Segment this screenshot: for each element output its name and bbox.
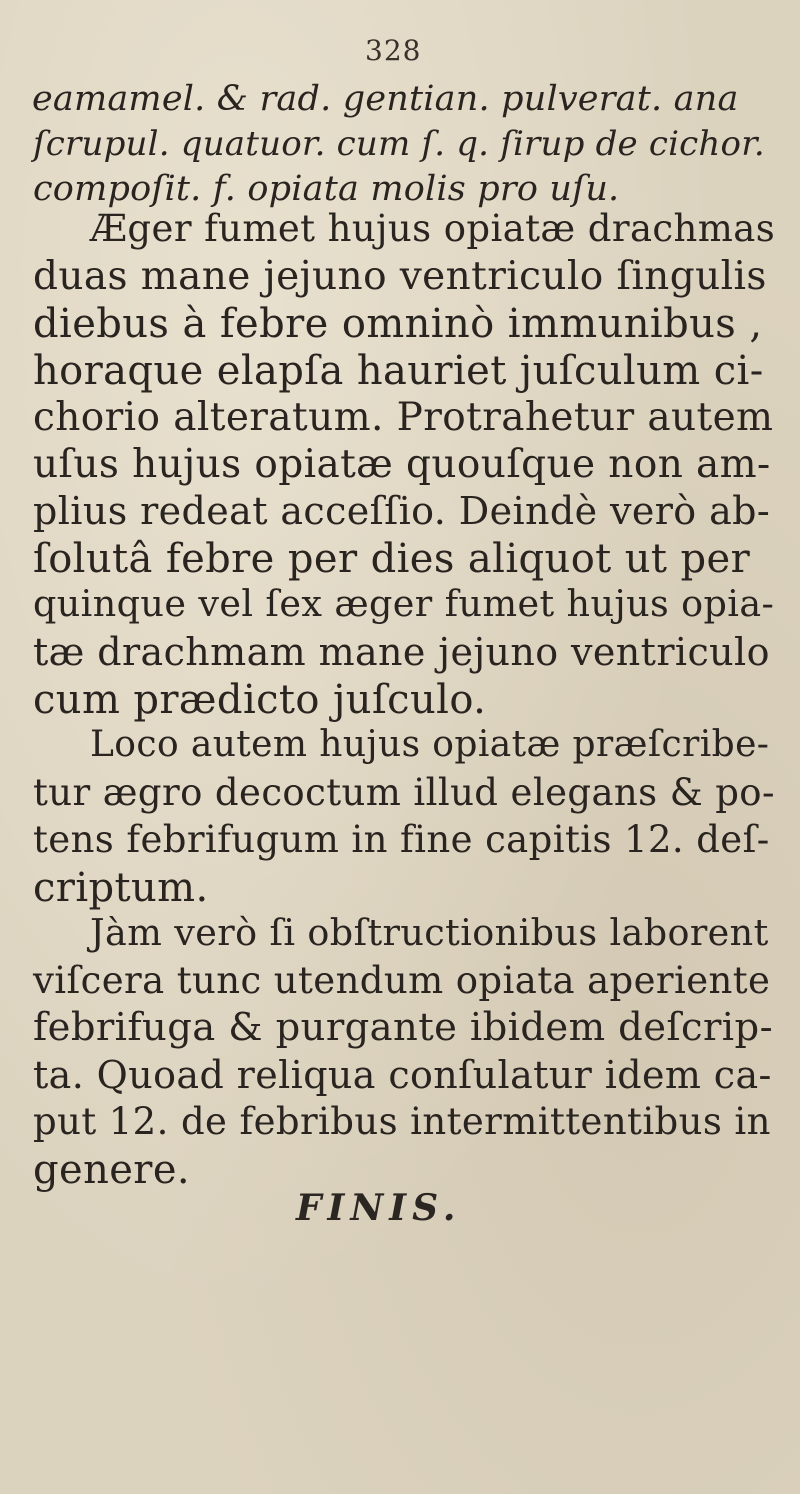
text-line: Æger fumet hujus opiatæ drachmas bbox=[90, 207, 776, 250]
text-line: criptum. bbox=[33, 865, 209, 911]
text-line: diebus à febre omninò immunibus , bbox=[33, 301, 763, 347]
text-line: horaque elapſa hauriet juſculum ci- bbox=[33, 348, 764, 394]
text-line: ta. Quoad reliqua conſulatur idem ca- bbox=[33, 1053, 772, 1097]
text-line: uſus hujus opiatæ quouſque non am- bbox=[33, 442, 771, 487]
text-line: ſcrupul. quatuor. cum ſ. q. ſirup de cichor. bbox=[33, 124, 765, 164]
text-line: put 12. de febribus intermittentibus in bbox=[33, 1100, 771, 1143]
text-line: genere. bbox=[33, 1147, 191, 1193]
text-line: plius redeat acceſſio. Deindè verò ab- bbox=[33, 489, 771, 533]
text-line: duas mane jejuno ventriculo ſingulis bbox=[33, 254, 767, 299]
text-line: eamamel. & rad. gentian. pulverat. ana bbox=[32, 79, 739, 119]
text-line: Jàm verò ſi obſtructionibus laborent bbox=[90, 911, 769, 954]
text-line: tur ægro decoctum illud elegans & po- bbox=[33, 771, 775, 814]
text-line: quinque vel ſex æger fumet hujus opia- bbox=[33, 582, 775, 625]
text-line: compoſit. f. opiata molis pro uſu. bbox=[33, 169, 620, 209]
text-line: tæ drachmam mane jejuno ventriculo bbox=[33, 630, 770, 674]
text-line: febrifuga & purgante ibidem deſcrip- bbox=[33, 1005, 773, 1050]
finis-heading: FINIS. bbox=[296, 1187, 462, 1229]
text-line: Loco autem hujus opiatæ præſcribe- bbox=[90, 724, 770, 765]
page-number: 328 bbox=[365, 34, 422, 67]
text-line: tens febrifugum in fine capitis 12. deſ- bbox=[33, 818, 770, 861]
text-line: cum prædicto juſculo. bbox=[33, 677, 487, 723]
text-line: viſcera tunc utendum opiata aperiente bbox=[33, 959, 771, 1002]
text-line: ſolutâ febre per dies aliquot ut per bbox=[33, 536, 751, 582]
text-line: chorio alteratum. Protrahetur autem bbox=[33, 395, 774, 440]
